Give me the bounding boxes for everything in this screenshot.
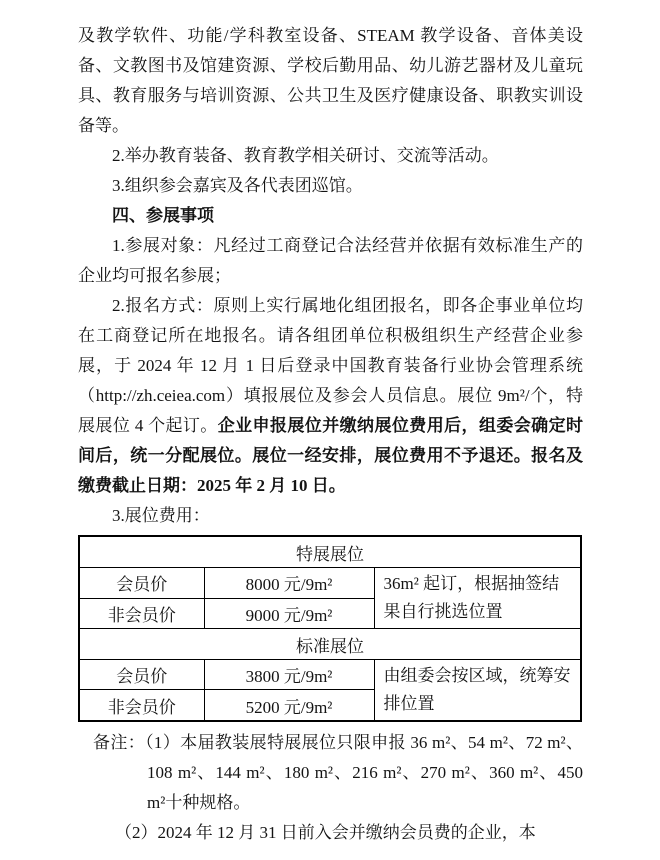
special-member-label: 会员价 [79, 568, 204, 599]
standard-member-price: 3800 元/9m² [204, 660, 374, 690]
paragraph-exhibit-scope: 及教学软件、功能/学科教室设备、STEAM 教学设备、音体美设备、文教图书及馆建资源、学校后勤用品、幼儿游艺器材及儿童玩具、教育服务与培训资源、公共卫生及医疗健康设备、职教实训设备等。 [78, 26, 583, 135]
special-booth-section-title: 特展展位 [79, 536, 581, 568]
special-nonmember-label: 非会员价 [79, 598, 204, 629]
standard-nonmember-label: 非会员价 [79, 690, 204, 721]
paragraph-booth-fee-label: 3.展位费用： [112, 506, 210, 525]
table-row-special-member [79, 568, 581, 599]
paragraph-remark-2: （2）2024 年 12 月 31 日前入会并缴纳会员费的企业，本 [115, 823, 536, 842]
registration-deadline-bold-text: 企业申报展位并缴纳展位费用后，组委会确定时间后，统一分配展位。展位一经安排，展位费用不予退还。报名及缴费截止日期：2025 年 2 月 10 日。 [78, 416, 584, 495]
special-booth-note: 36m² 起订，根据抽签结果自行挑选位置 [374, 568, 581, 629]
special-member-price: 8000 元/9m² [204, 568, 374, 599]
booth-fee-table [78, 535, 582, 722]
standard-member-label: 会员价 [79, 660, 204, 690]
section-heading-exhibition-matters: 四、参展事项 [112, 206, 214, 225]
table-row-standard-booth-header [79, 629, 581, 660]
paragraph-registration-method [78, 291, 583, 501]
standard-nonmember-price: 5200 元/9m² [204, 690, 374, 721]
paragraph-activities-item-3: 3.组织参会嘉宾及各代表团巡馆。 [112, 176, 363, 195]
paragraph-activities-item-2: 2.举办教育装备、教育教学相关研讨、交流等活动。 [112, 146, 499, 165]
standard-booth-note: 由组委会按区域，统筹安排位置 [374, 660, 581, 722]
paragraph-remark-1: 备注：（1）本届教装展特展展位只限申报 36 m²、54 m²、72 m²、108 m²、144 m²、180 m²、216 m²、270 m²、360 m²、450 m²十种规格。 [93, 733, 583, 812]
standard-booth-section-title: 标准展位 [79, 629, 581, 660]
paragraph-exhibitor-eligibility: 1.参展对象：凡经过工商登记合法经营并依据有效标准生产的企业均可报名参展； [78, 236, 583, 285]
registration-method-text: 2.报名方式：原则上实行属地化组团报名，即各企事业单位均在工商登记所在地报名。请各组团单位积极组织生产经营企业参展，于 2024 年 12 月 1 日后登录中国教育装备行业协会管理系统（http://zh.ceiea.com）填报展位及参会人员信息。展位 9m²/个，特展展位 4 个起订。 [78, 296, 583, 435]
special-nonmember-price: 9000 元/9m² [204, 598, 374, 629]
table-row-special-booth-header [79, 536, 581, 568]
table-row-standard-member [79, 660, 581, 690]
